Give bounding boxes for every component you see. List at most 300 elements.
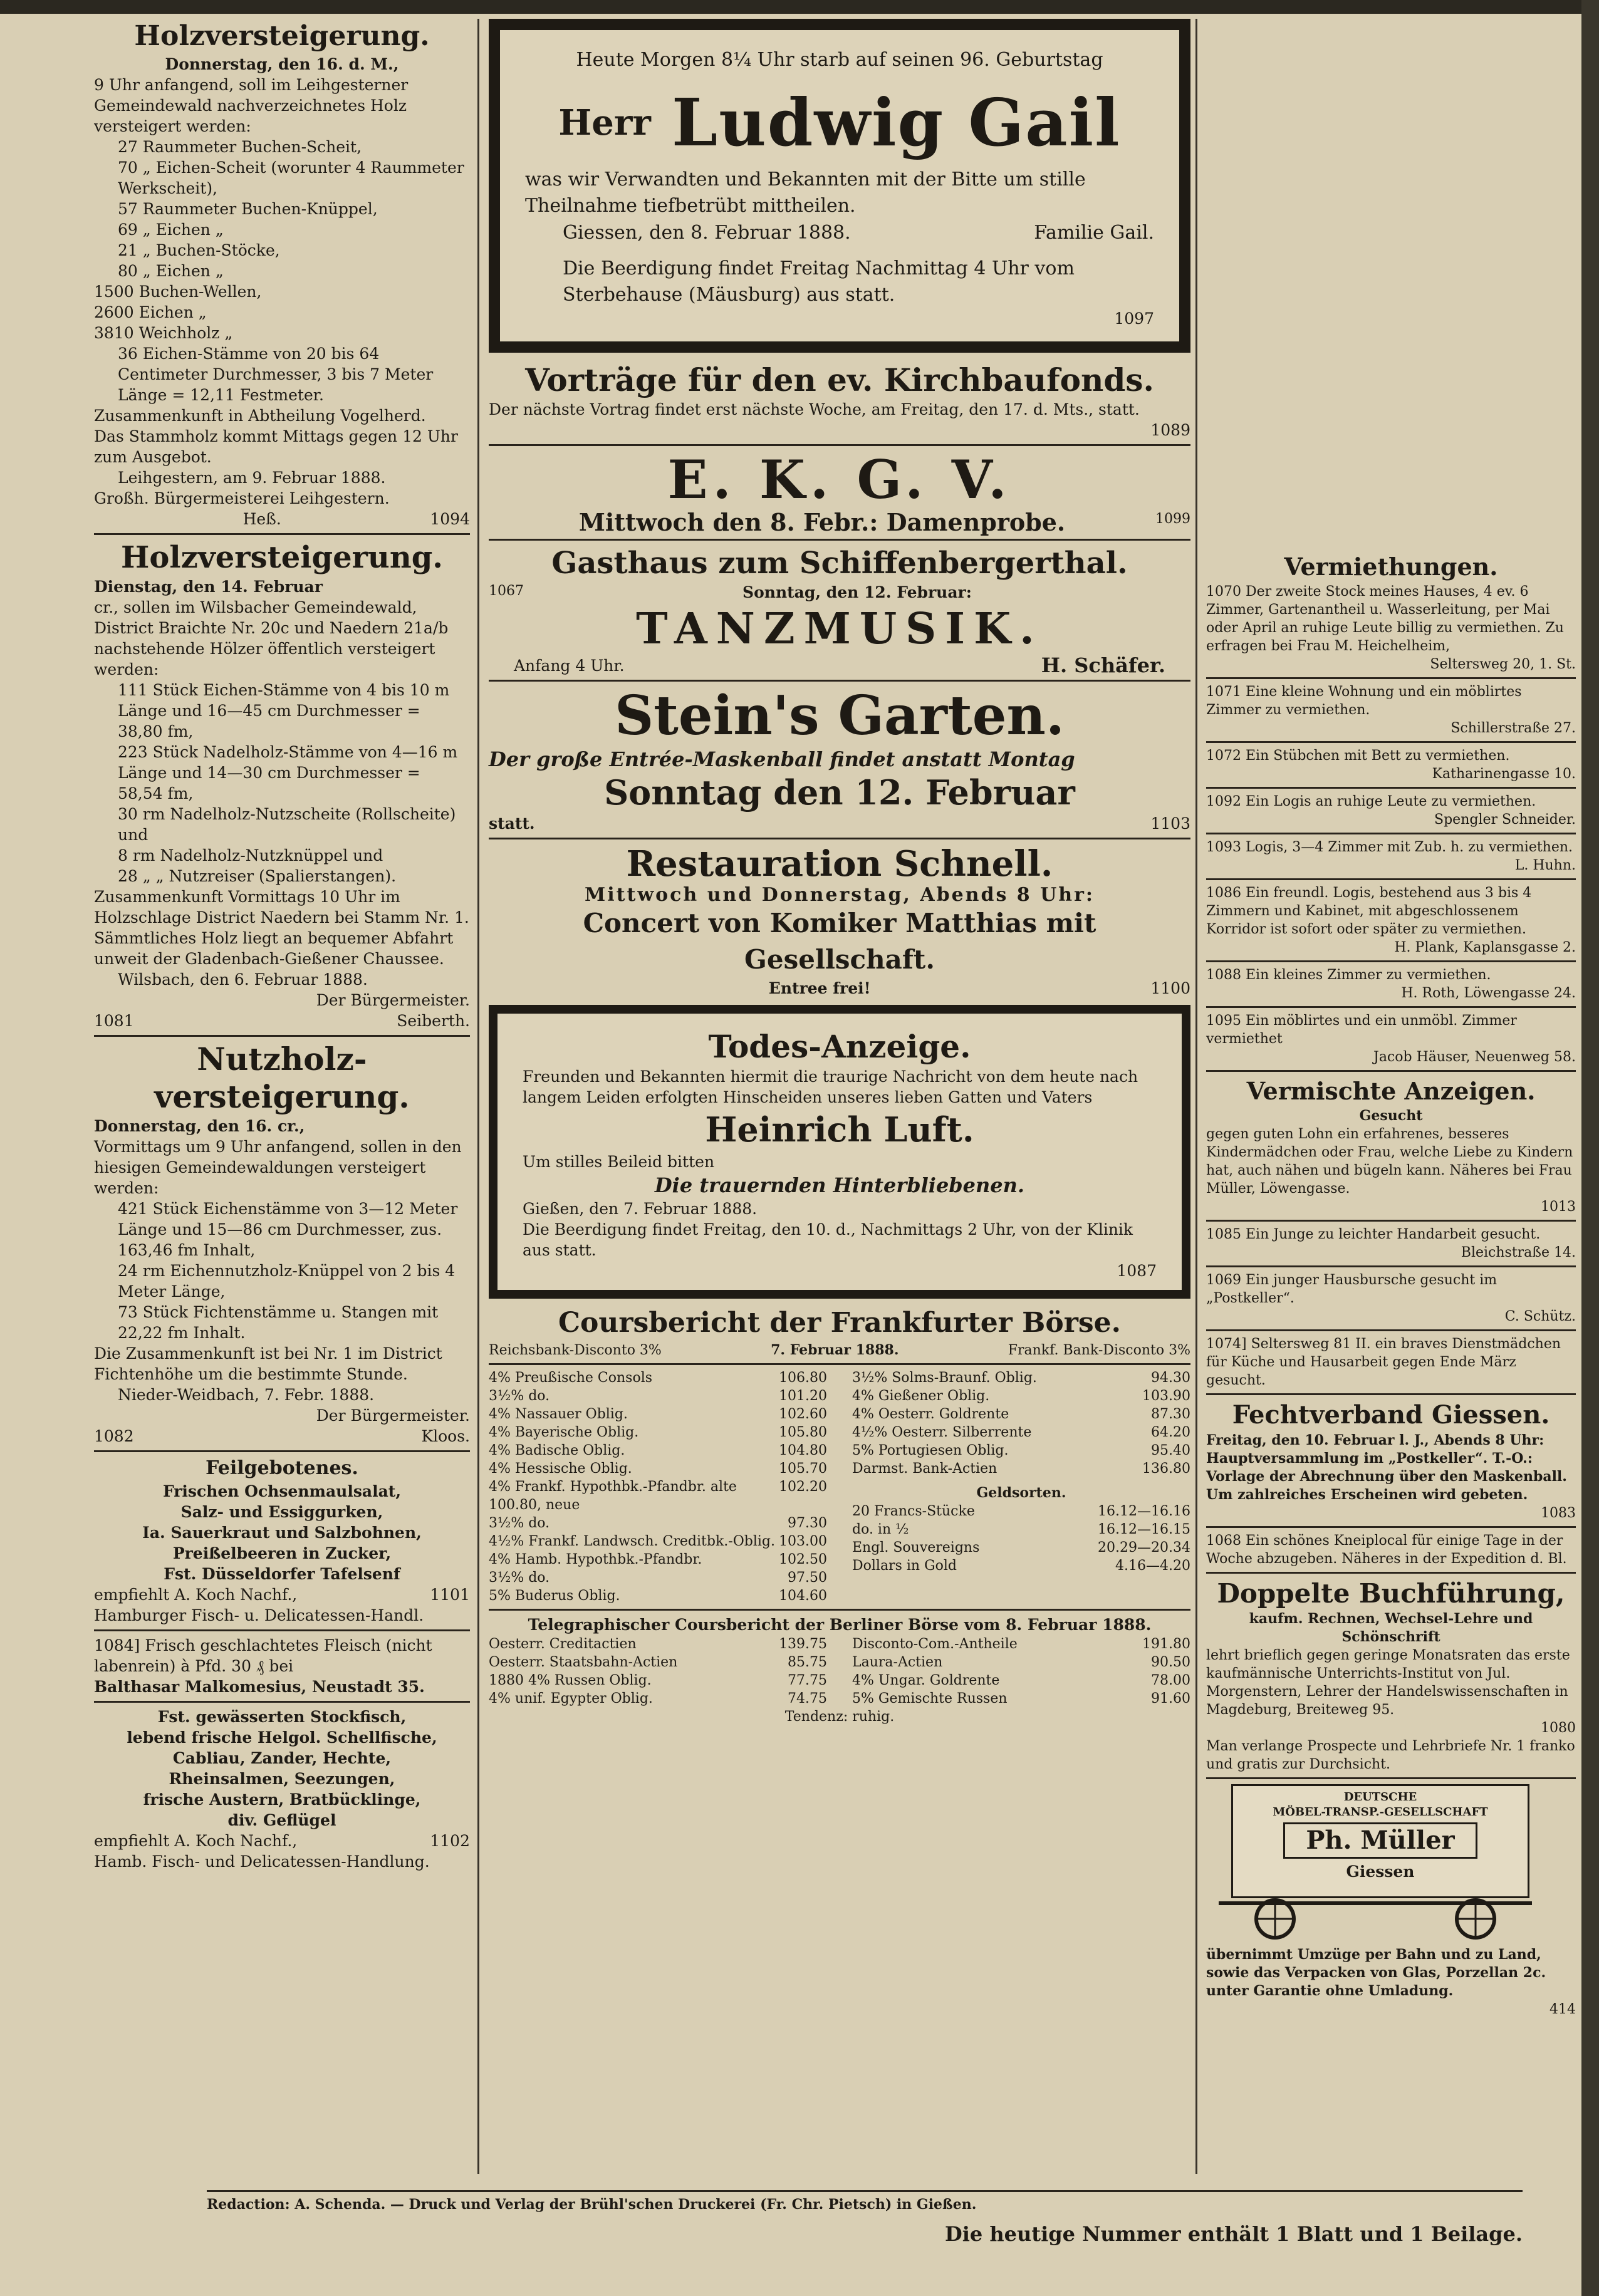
restauration-title: Restauration Schnell. [626,843,1053,885]
holz2-place: Wilsbach, den 6. Februar 1888. [118,970,368,989]
column-left [94,19,470,1872]
restauration-days: Mittwoch und Donnerstag, Abends 8 Uhr: [585,884,1095,906]
list-item: 1093 Logis, 3—4 Zimmer mit Zub. h. zu vermiethen. [1206,839,1573,855]
security-name: Darmst. Bank-Actien [852,1461,997,1477]
nutz-title-1: Nutzholz- [197,1041,367,1078]
divider [1206,1070,1576,1072]
table-row [489,1423,827,1441]
kneiplocal-ad [1206,1532,1576,1568]
security-name: 1880 4% Russen Oblig. [489,1673,652,1688]
nutz-date: Donnerstag, den 16. cr., [94,1117,305,1135]
divider [1206,677,1576,679]
divider [489,1609,1190,1611]
security-name: Oesterr. Staatsbahn-Actien [489,1654,678,1670]
holz2-item: 111 Stück Eichen-Stämme von 4 bis 10 m Länge und 16—45 cm Durchmesser = 38,80 fm, [118,681,450,740]
divider [94,1450,470,1452]
feil-vendor-1: empfiehlt A. Koch Nachf., [94,1586,298,1604]
table-row [489,1587,827,1605]
table-row [489,1635,827,1653]
feil-shop-1: Hamburger Fisch- u. Delicatessen-Handl. [94,1606,424,1624]
vortraege-number: 1089 [1150,421,1190,439]
security-price: 77.75 [788,1673,827,1688]
luft-funeral: Die Beerdigung findet Freitag, den 10. d., Nachmittags 2 Uhr, von der Klinik aus statt. [523,1220,1133,1259]
list-item: 1095 Ein möblirtes und ein unmöbl. Zimmer vermiethet [1206,1013,1517,1047]
holz-ad-1 [94,19,470,529]
security-name: 4% Badische Oblig. [489,1443,625,1458]
nutz-place: Nieder-Weidbach, 7. Febr. 1888. [118,1386,375,1404]
list-item: gegen guten Lohn ein erfahrenes, besseres Kindermädchen oder Frau, welche Liebe zu Kindern hat, auch nähen und bügeln kann. Näheres bei Frau Müller, Löwengasse. [1206,1126,1573,1197]
feil-number-3: 1102 [430,1832,470,1850]
buch-number: 1080 [1541,1720,1576,1736]
divider [1206,1329,1576,1331]
nutzholz-ad [94,1041,470,1447]
death-notice-gail [489,19,1190,353]
list-item-signature: 1013 [1541,1199,1576,1215]
holz2-signer: Seiberth. [397,1012,470,1030]
table-row [489,1690,827,1708]
table-row [852,1671,1190,1690]
table-row [489,1478,827,1514]
ekgv-row [489,510,1190,535]
currency-name: Dollars in Gold [852,1558,957,1574]
holz2-signature [94,1010,470,1031]
list-item: 1086 Ein freundl. Logis, bestehend aus 3 bis 4 Zimmern und Kabinet, mit abgeschlossenem Korridor ist sofort oder später zu vermiethen. [1206,885,1532,937]
scan-right-edge [1581,0,1599,2296]
feil-line: Fst. gewässerten Stockfisch, [157,1708,407,1726]
security-name: Oesterr. Creditactien [489,1636,637,1652]
holz1-date: Donnerstag, den 16. d. M., [165,55,399,73]
gail-line2: was wir Verwandten und Bekannten mit der Bitte um stille Theilnahme tiefbetrübt mittheilen. [525,169,1086,217]
holz1-meeting: Zusammenkunft in Abtheilung Vogelherd. [94,407,426,425]
table-row [852,1387,1190,1405]
gail-family: Familie Gail. [1034,222,1154,244]
security-price: 103.00 [779,1534,827,1549]
table-row [489,1387,827,1405]
frankfurt-date: 7. Februar 1888. [771,1342,899,1358]
table-row [489,1441,827,1460]
list-item-signature: Schillerstraße 27. [1451,720,1576,736]
luft-mourners: Die trauernden Hinterbliebenen. [654,1173,1025,1197]
footer-issue-note: Die heutige Nummer enthält 1 Blatt und 1 Beilage. [944,2222,1523,2246]
list-item: 1071 Eine kleine Wohnung und ein möblirtes Zimmer zu vermiethen. [1206,684,1522,718]
vermiet-title: Vermiethungen. [1284,553,1498,581]
kneip-text: 1068 Ein schönes Kneiplocal für einige Tage in der Woche abzugeben. Näheres in der Expedition d. Bl. [1206,1533,1567,1567]
vermiethungen [1206,551,1576,1066]
holz1-signature [94,509,470,529]
table-row [852,1502,1190,1520]
holz1-item: 69 „ Eichen „ [118,221,224,239]
frankfurt-rates [489,1341,1190,1359]
luft-place: Gießen, den 7. Februar 1888. [523,1200,758,1218]
berlin-exchange [489,1614,1190,1726]
restauration-entry: Entree frei! [768,979,871,997]
table-row [852,1520,1190,1539]
holz1-title: Holzversteigerung. [134,20,430,52]
berlin-left-col [489,1635,827,1708]
gail-line1: Heute Morgen 8¼ Uhr starb auf seinen 96. Geburtstag [576,49,1103,71]
scan-top-edge [0,0,1599,14]
ekgv-text: Mittwoch den 8. Febr.: Damenprobe. [578,508,1066,536]
frankfurt-left-rate: Reichsbank-Disconto 3% [489,1343,662,1358]
feil-line: lebend frische Helgol. Schellfische, [127,1728,437,1747]
divider [1206,787,1576,789]
holz1-intro: 9 Uhr anfangend, soll im Leihgesterner Gemeindewald nachverzeichnetes Holz versteigert werden: [94,76,409,135]
luft-text: Freunden und Bekannten hiermit die traurige Nachricht von dem heute nach langem Leiden erfolgten Hinscheiden unseres lieben Gatten und Vaters [523,1067,1138,1106]
restauration-number: 1100 [1150,979,1190,997]
holz2-intro: cr., sollen im Wilsbacher Gemeindewald, District Braichte Nr. 20c und Naedern 21a/b nachstehende Hölzer öffentlich versteigert werden: [94,598,449,678]
currency-rate: 16.12—16.16 [1098,1504,1190,1519]
luft-title: Todes-Anzeige. [708,1028,971,1065]
holz1-number: 1094 [430,510,470,528]
holz2-meeting: Zusammenkunft Vormittags 10 Uhr im Holzschlage District Naedern bei Stamm Nr. 1. Sämmtliches Holz liegt an bequemer Abfahrt unweit der Gladenbach-Gießener Chaussee. [94,888,469,968]
security-name: 5% Portugiesen Oblig. [852,1443,1009,1458]
column-right [1206,551,1576,2018]
column-middle [489,19,1190,1726]
divider [1206,878,1576,880]
moving-wagon-illustration [1206,1784,1576,1941]
nutz-signer: Kloos. [421,1427,470,1445]
security-name: 4% Preußische Consols [489,1370,653,1386]
table-row [852,1653,1190,1671]
feil-shop-3: Hamb. Fisch- und Delicatessen-Handlung. [94,1852,430,1871]
divider [1206,1220,1576,1222]
frankfurt-exchange [489,1305,1190,1605]
stein-after: statt. [489,814,535,833]
holz1-item: 1500 Buchen-Wellen, [94,283,262,301]
holz2-item: 8 rm Nadelholz-Nutzknüppel und [118,846,383,865]
security-name: 4% Frankf. Hypothbk.-Pfandbr. alte 100.80, neue [489,1479,737,1513]
nutz-intro: Vormittags um 9 Uhr anfangend, sollen in den hiesigen Gemeindewaldungen versteigert werden: [94,1138,462,1197]
nutz-item: 421 Stück Eichenstämme von 3—12 Meter Länge und 15—86 cm Durchmesser, zus. 163,46 fm Inhalt, [118,1200,458,1259]
list-item-signature: C. Schütz. [1504,1309,1576,1324]
security-name: 4% Ungar. Goldrente [852,1673,1000,1688]
stein-number: 1103 [1150,814,1190,833]
list-item: 1088 Ein kleines Zimmer zu vermiethen. [1206,967,1491,983]
security-price: 101.20 [779,1388,827,1404]
feil-line: Rheinsalmen, Seezungen, [169,1770,395,1788]
holz2-date: Dienstag, den 14. Februar [94,578,323,596]
table-row [489,1369,827,1387]
divider [1206,1006,1576,1008]
security-price: 104.80 [779,1443,827,1458]
berlin-right-col [852,1635,1190,1708]
wagon-line-1: DEUTSCHE [1343,1790,1417,1804]
holz1-item: 3810 Weichholz „ [94,324,233,342]
security-price: 102.60 [779,1406,827,1422]
table-row [489,1460,827,1478]
holz1-item: 70 „ Eichen-Scheit (worunter 4 Raummeter Werkscheit), [118,158,464,197]
security-name: 4% Bayerische Oblig. [489,1425,639,1440]
nutz-item: 73 Stück Fichtenstämme u. Stangen mit 22,22 fm Inhalt. [118,1303,439,1342]
ekgv-number: 1099 [1155,511,1190,527]
list-item-signature: Jacob Häuser, Neuenweg 58. [1373,1049,1576,1065]
ekgv-title: E. K. G. V. [667,449,1012,511]
fecht-text: Freitag, den 10. Februar l. J., Abends 8 Uhr: Hauptversammlung im „Postkeller“. T.-O.: Vorlage der Abrechnung über den Maskenball. Um zahlreiches Erscheinen wird gebeten. [1206,1432,1567,1503]
table-row [852,1690,1190,1708]
list-item-signature: Seltersweg 20, 1. St. [1430,657,1576,672]
nutz-signature [94,1426,470,1447]
security-name: 4% Gießener Oblig. [852,1388,990,1404]
security-price: 105.70 [779,1461,827,1477]
holz1-place: Leihgestern, am 9. Februar 1888. [118,469,386,487]
gasthaus-title: Gasthaus zum Schiffenbergerthal. [551,546,1128,581]
holz2-item: 223 Stück Nadelholz-Stämme von 4—16 m Länge und 14—30 cm Durchmesser = 58,54 fm, [118,743,458,803]
holz1-signer: Heß. [242,510,281,528]
gail-place: Giessen, den 8. Februar 1888. [563,222,851,244]
geldsorten-title: Geldsorten. [976,1485,1066,1501]
feil-title: Feilgebotenes. [206,1457,358,1479]
feil-vendor-row [94,1831,470,1851]
currency-name: Engl. Souvereigns [852,1540,980,1556]
divider [1206,1393,1576,1395]
page-footer [207,2186,1523,2248]
list-item: 1070 Der zweite Stock meines Hauses, 4 ev. 6 Zimmer, Gartenantheil u. Wasserleitung, per Mai oder April an ruhige Leute billig zu vermiethen. Zu erfragen bei Frau M. Heichelheim, [1206,584,1564,654]
table-row [489,1653,827,1671]
vortraege-title: Vorträge für den ev. Kirchbaufonds. [525,361,1154,398]
security-price: 78.00 [1151,1673,1190,1688]
security-name: 4½% Frankf. Landwsch. Creditbk.-Oblig. [489,1534,775,1549]
table-row [489,1569,827,1587]
feil-line: Cabliau, Zander, Hechte, [172,1749,392,1767]
holz1-item: 21 „ Buchen-Stöcke, [118,241,280,259]
divider [94,1629,470,1631]
feil-number-1: 1101 [430,1586,470,1604]
gail-funeral: Die Beerdigung findet Freitag Nachmittag 4 Uhr vom Sterbehause (Mäusburg) aus statt. [563,257,1075,306]
gail-place-row [525,219,1154,247]
steins-garten-ad [489,685,1190,834]
list-item-signature: L. Huhn. [1514,858,1576,873]
divider [1206,1526,1576,1528]
buch-text: lehrt brieflich gegen geringe Monatsraten das erste kaufmännische Unterrichts-Institut von Jul. Morgenstern, Lehrer der Handelswissenschaften in Magdeburg, Breiteweg 95. [1206,1648,1570,1718]
table-row [852,1557,1190,1575]
death-notice-luft [489,1005,1190,1299]
vermischte-anzeigen [1206,1076,1576,1390]
gail-number: 1097 [1114,309,1154,328]
security-price: 90.50 [1151,1654,1190,1670]
table-row [852,1539,1190,1557]
security-name: 5% Gemischte Russen [852,1691,1008,1706]
ekgv-ad [489,450,1190,535]
feil-line: Ia. Sauerkraut und Salzbohnen, [142,1524,422,1542]
buchfuehrung-ad [1206,1577,1576,1774]
fecht-number: 1083 [1541,1505,1576,1521]
divider [207,2190,1523,2192]
list-item-signature: H. Plank, Kaplansgasse 2. [1394,940,1576,955]
wagon-line-2: MÖBEL-TRANSP.-GESELLSCHAFT [1273,1805,1488,1819]
holz-ad-2 [94,539,470,1031]
security-name: 4% Nassauer Oblig. [489,1406,628,1422]
security-price: 136.80 [1142,1461,1190,1477]
berlin-tendency: Tendenz: ruhig. [784,1709,895,1725]
nutz-office: Der Bürgermeister. [316,1406,470,1425]
vermischt-sought: Gesucht [1359,1108,1423,1124]
column-rule-2 [1195,19,1197,2174]
berlin-title: Telegraphischer Coursbericht der Berliner Börse vom 8. Februar 1888. [528,1616,1152,1634]
holz1-item: 80 „ Eichen „ [118,262,224,280]
table-row [852,1460,1190,1478]
divider [1206,833,1576,834]
holz2-item: 28 „ „ Nutzreiser (Spalierstangen). [118,867,397,885]
gasthaus-start: Anfang 4 Uhr. [514,657,625,675]
frankfurt-table [489,1369,1190,1605]
luft-name: Heinrich Luft. [705,1109,974,1150]
gasthaus-event: TANZMUSIK. [636,604,1043,654]
security-name: 4% Oesterr. Goldrente [852,1406,1009,1422]
frankfurt-title: Coursbericht der Frankfurter Börse. [558,1307,1121,1339]
mueller-city: Giessen [1346,1862,1415,1881]
nutz-number: 1082 [94,1427,134,1445]
security-name: 5% Buderus Oblig. [489,1588,620,1604]
gasthaus-date-row [489,582,1190,603]
berlin-table [489,1635,1190,1708]
table-row [852,1423,1190,1441]
mueller-name: Ph. Müller [1283,1822,1477,1859]
table-row [489,1532,827,1551]
footer-imprint: Redaction: A. Schenda. — Druck und Verlag der Brühl'schen Druckerei (Fr. Chr. Pietsch) in Gießen. [207,2196,977,2213]
gail-name: Ludwig Gail [672,84,1121,161]
divider [1206,960,1576,962]
divider [94,1035,470,1037]
list-item: 1069 Ein junger Hausbursche gesucht im „Postkeller“. [1206,1272,1497,1306]
security-price: 97.50 [788,1570,827,1586]
currency-rate: 4.16—4.20 [1115,1558,1190,1574]
security-price: 91.60 [1151,1691,1190,1706]
table-row [489,1551,827,1569]
feilgebotenes [94,1456,470,1872]
divider [1206,1265,1576,1267]
security-name: 4% unif. Egypter Oblig. [489,1691,653,1706]
gasthaus-date: Sonntag, den 12. Februar: [742,583,972,601]
table-row [852,1405,1190,1423]
currency-rate: 16.12—16.15 [1098,1522,1190,1537]
security-price: 74.75 [788,1691,827,1706]
security-price: 85.75 [788,1654,827,1670]
nutz-meeting: Die Zusammenkunft ist bei Nr. 1 im District Fichtenhöhe um die bestimmte Stunde. [94,1344,442,1383]
divider [1206,741,1576,743]
feil-line: Fst. Düsseldorfer Tafelsenf [164,1565,400,1583]
holz2-title: Holzversteigerung. [120,540,443,575]
column-rule-1 [477,19,479,2174]
security-price: 87.30 [1151,1406,1190,1422]
stein-text: Der große Entrée-Maskenball findet anstatt Montag [489,747,1075,771]
security-price: 102.50 [779,1552,827,1567]
buch-text-2: Man verlange Prospecte und Lehrbriefe Nr. 1 franko und gratis zur Durchsicht. [1206,1738,1575,1772]
divider [1206,1572,1576,1574]
security-name: 3½% do. [489,1388,550,1404]
list-item-signature: Katharinengasse 10. [1432,766,1576,782]
security-price: 104.60 [779,1588,827,1604]
mueller-number: 414 [1550,2002,1576,2017]
frankfurt-left-col [489,1369,827,1605]
security-price: 95.40 [1151,1443,1190,1458]
holz1-note: Das Stammholz kommt Mittags gegen 12 Uhr zum Ausgebot. [94,427,458,466]
table-row [489,1671,827,1690]
list-item: 1072 Ein Stübchen mit Bett zu vermiethen. [1206,748,1510,764]
frankfurt-right-rate: Frankf. Bank-Disconto 3% [1008,1343,1190,1358]
buch-sub: kaufm. Rechnen, Wechsel-Lehre und Schönschrift [1249,1611,1533,1645]
security-name: 3½% Solms-Braunf. Oblig. [852,1370,1037,1386]
fechtverband-ad [1206,1399,1576,1522]
restauration-event: Concert von Komiker Matthias mit Gesellschaft. [583,908,1096,975]
vortraege-ad [489,361,1190,440]
currency-name: do. in ½ [852,1522,909,1537]
feil-line: Frischen Ochsenmaulsalat, [162,1482,402,1500]
security-price: 191.80 [1142,1636,1190,1652]
divider [489,1363,1190,1365]
holz2-office: Der Bürgermeister. [316,991,470,1009]
security-name: 3½% do. [489,1570,550,1586]
feil-vendor-2: Balthasar Malkomesius, Neustadt 35. [94,1678,425,1696]
security-price: 105.80 [779,1425,827,1440]
divider [94,533,470,535]
restauration-ad [489,843,1190,999]
security-name: 3½% do. [489,1515,550,1531]
security-name: Disconto-Com.-Antheile [852,1636,1018,1652]
security-price: 97.30 [788,1515,827,1531]
list-item-signature: H. Roth, Löwengasse 24. [1401,985,1576,1001]
holz1-item: 27 Raummeter Buchen-Scheit, [118,138,362,156]
nutz-title-2: versteigerung. [154,1078,410,1115]
mueller-text: übernimmt Umzüge per Bahn und zu Land, sowie das Verpacken von Glas, Porzellan 2c. unter Garantie ohne Umladung. [1206,1946,1546,1999]
luft-number: 1087 [1117,1262,1157,1280]
divider [489,680,1190,682]
frankfurt-right-col [852,1369,1190,1605]
stein-footer [489,813,1190,834]
currency-rate: 20.29—20.34 [1098,1540,1190,1556]
feil-line: div. Geflügel [227,1811,336,1829]
holz1-office: Großh. Bürgermeisterei Leihgestern. [94,489,390,507]
holz1-item: 2600 Eichen „ [94,303,207,321]
security-price: 64.20 [1151,1425,1190,1440]
divider [489,838,1190,839]
gasthaus-host: H. Schäfer. [1041,653,1165,677]
vermischt-title: Vermischte Anzeigen. [1246,1077,1536,1105]
feil-line: frische Austern, Bratbücklinge, [143,1790,421,1809]
gail-name-row [525,85,1154,160]
security-name: 4½% Oesterr. Silberrente [852,1425,1032,1440]
stein-date: Sonntag den 12. Februar [604,772,1075,813]
divider [489,444,1190,446]
feil-ad-2: 1084] Frisch geschlachtetes Fleisch (nicht labenrein) à Pfd. 30 ₰ bei [94,1636,432,1675]
holz1-item: 36 Eichen-Stämme von 20 bis 64 Centimeter Durchmesser, 3 bis 7 Meter Länge = 12,11 Festmeter. [118,345,434,404]
security-price: 139.75 [779,1636,827,1652]
security-price: 102.20 [779,1479,827,1495]
fecht-title: Fechtverband Giessen. [1232,1400,1550,1430]
feil-vendor-row [94,1584,470,1605]
table-row [852,1635,1190,1653]
gasthaus-ad [489,544,1190,676]
table-row [852,1369,1190,1387]
wagon-wheels-icon [1206,1784,1544,1941]
security-price: 103.90 [1142,1388,1190,1404]
security-price: 106.80 [779,1370,827,1386]
table-row [852,1441,1190,1460]
list-item-signature: Bleichstraße 14. [1461,1245,1576,1260]
holz2-number: 1081 [94,1012,134,1030]
nutz-item: 24 rm Eichennutzholz-Knüppel von 2 bis 4 Meter Länge, [118,1262,456,1301]
holz2-item: 30 rm Nadelholz-Nutzscheite (Rollscheite) und [118,805,456,844]
gasthaus-footer [489,655,1190,676]
security-name: 4% Hamb. Hypothbk.-Pfandbr. [489,1552,702,1567]
divider [1206,1777,1576,1779]
mueller-moving-ad [1206,1784,1576,2018]
feil-line: Preißelbeeren in Zucker, [172,1544,392,1562]
table-row [489,1514,827,1532]
restauration-footer [489,978,1190,999]
luft-request: Um stilles Beileid bitten [523,1153,715,1171]
divider [489,539,1190,541]
stein-title: Stein's Garten. [615,684,1065,747]
